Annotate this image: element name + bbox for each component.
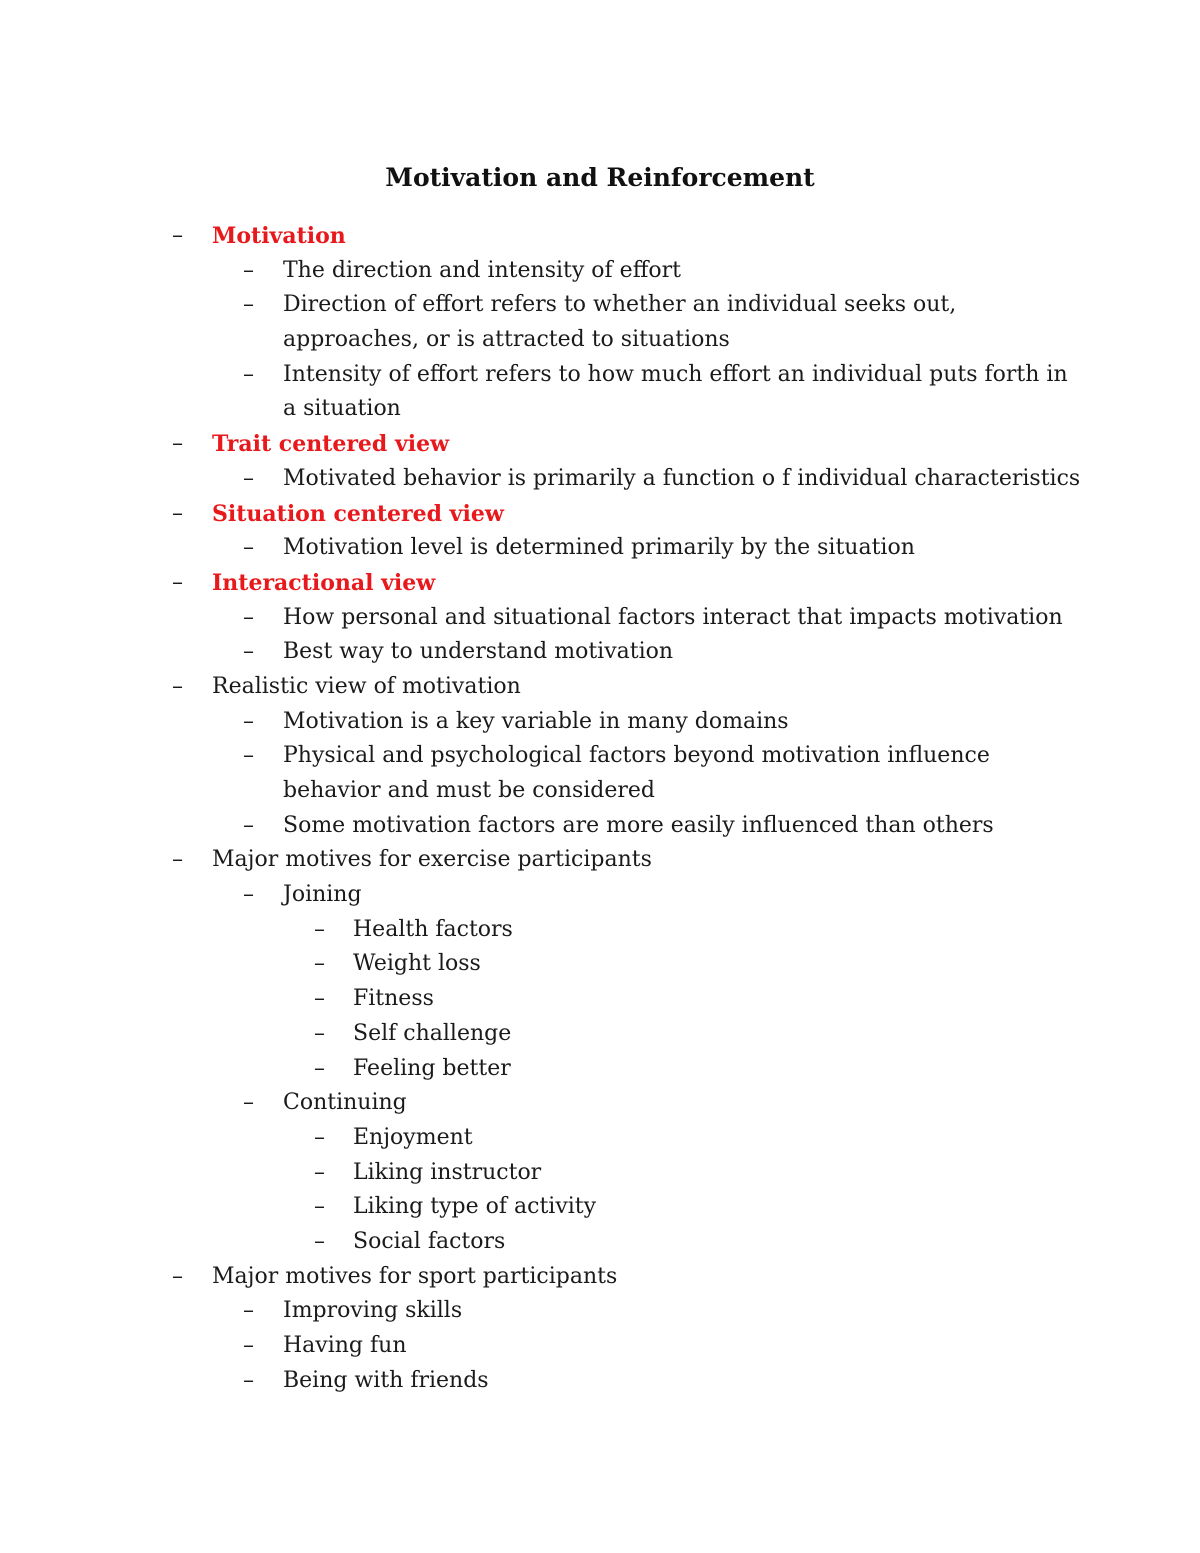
- list-item: [0, 1190, 1200, 1225]
- bullet-dash: –: [314, 986, 325, 1012]
- bullet-dash: –: [243, 292, 254, 318]
- list-item: [0, 705, 1200, 740]
- bullet-dash: –: [243, 257, 254, 283]
- list-item-text: Realistic view of motivation: [212, 673, 521, 699]
- list-item: [0, 1329, 1200, 1364]
- bullet-dash: –: [172, 223, 183, 248]
- bullet-dash: –: [314, 951, 325, 977]
- bullet-dash: –: [172, 847, 183, 873]
- list-item-text: Trait centered view: [212, 431, 450, 458]
- list-item-text: Health factors: [353, 916, 513, 942]
- section-heading: [0, 219, 1200, 254]
- list-item-text: Some motivation factors are more easily influenced than others: [283, 812, 994, 838]
- list-item: [0, 288, 1200, 323]
- bullet-dash: –: [172, 569, 183, 595]
- bullet-dash: –: [314, 1124, 325, 1150]
- list-item: [0, 358, 1200, 393]
- list-item-text: Situation centered view: [212, 500, 504, 527]
- section-heading: [0, 497, 1200, 532]
- list-item-text: Physical and psychological factors beyond motivation influence: [283, 743, 990, 769]
- list-item-text: Direction of effort refers to whether an individual seeks out,: [283, 292, 957, 318]
- list-item-text: Major motives for exercise participants: [212, 847, 652, 873]
- list-item-text: Self challenge: [353, 1020, 512, 1046]
- list-item: [0, 913, 1200, 948]
- list-item-text: Having fun: [283, 1333, 407, 1358]
- bullet-dash: –: [314, 916, 325, 942]
- list-item-text: approaches, or is attracted to situations: [283, 327, 730, 353]
- list-item-text: Improving skills: [283, 1298, 463, 1324]
- list-item-text: Major motives for sport participants: [212, 1263, 618, 1289]
- bullet-dash: –: [314, 1055, 325, 1081]
- list-item: [0, 878, 1200, 913]
- list-item-text: Continuing: [283, 1090, 407, 1116]
- list-item: [0, 1052, 1200, 1087]
- bullet-dash: –: [243, 882, 254, 908]
- list-item: [0, 982, 1200, 1017]
- list-item-text: Joining: [283, 882, 362, 908]
- list-item-text: Intensity of effort refers to how much effort an individual puts forth in: [283, 361, 1068, 387]
- bullet-dash: –: [243, 361, 254, 387]
- list-item-text: The direction and intensity of effort: [283, 257, 681, 283]
- outline-list: [0, 219, 1200, 1398]
- list-item: [0, 1156, 1200, 1191]
- list-item-continuation: [0, 392, 1200, 427]
- list-item: [0, 254, 1200, 289]
- list-item-text: Feeling better: [353, 1055, 511, 1081]
- list-item: [0, 1260, 1200, 1295]
- list-item-text: Motivation: [212, 223, 346, 249]
- bullet-dash: –: [172, 500, 183, 526]
- list-item-text: Weight loss: [353, 951, 481, 977]
- list-item-text: a situation: [283, 396, 401, 422]
- list-item-continuation: [0, 323, 1200, 358]
- bullet-dash: –: [172, 673, 183, 699]
- list-item-text: How personal and situational factors interact that impacts motivation: [283, 604, 1063, 630]
- list-item-text: Being with friends: [283, 1367, 489, 1393]
- list-item-continuation: [0, 774, 1200, 809]
- list-item-text: Motivated behavior is primarily a function o f individual characteristics: [283, 465, 1081, 491]
- list-item-text: Liking type of activity: [353, 1194, 597, 1220]
- bullet-dash: –: [243, 1298, 254, 1324]
- list-item-text: Fitness: [353, 986, 434, 1012]
- list-item-text: Social factors: [353, 1228, 506, 1254]
- list-item: [0, 531, 1200, 566]
- list-item: [0, 843, 1200, 878]
- bullet-dash: –: [172, 1263, 183, 1289]
- list-item: [0, 462, 1200, 497]
- bullet-dash: –: [314, 1159, 325, 1185]
- list-item: [0, 1017, 1200, 1052]
- list-item-text: Liking instructor: [353, 1159, 542, 1185]
- list-item: [0, 635, 1200, 670]
- list-item-text: Motivation level is determined primarily by the situation: [283, 535, 915, 561]
- bullet-dash: –: [243, 708, 254, 734]
- bullet-dash: –: [172, 431, 183, 457]
- bullet-dash: –: [243, 535, 254, 561]
- section-heading: [0, 427, 1200, 462]
- bullet-dash: –: [243, 812, 254, 838]
- list-item-text: behavior and must be considered: [283, 778, 656, 803]
- bullet-dash: –: [314, 1194, 325, 1220]
- bullet-dash: –: [243, 465, 254, 491]
- list-item: [0, 1225, 1200, 1260]
- list-item: [0, 739, 1200, 774]
- list-item-text: Enjoyment: [353, 1124, 473, 1150]
- list-item: [0, 1294, 1200, 1329]
- list-item: [0, 947, 1200, 982]
- list-item: [0, 1121, 1200, 1156]
- bullet-dash: –: [243, 639, 254, 665]
- bullet-dash: –: [243, 1333, 254, 1358]
- bullet-dash: –: [243, 1090, 254, 1116]
- bullet-dash: –: [314, 1228, 325, 1254]
- list-item: [0, 1364, 1200, 1399]
- list-item-text: Motivation is a key variable in many domains: [283, 708, 789, 734]
- bullet-dash: –: [314, 1020, 325, 1046]
- list-item: [0, 809, 1200, 844]
- bullet-dash: –: [243, 1367, 254, 1393]
- list-item-text: Interactional view: [212, 569, 436, 596]
- list-item: [0, 601, 1200, 636]
- bullet-dash: –: [243, 604, 254, 630]
- bullet-dash: –: [243, 743, 254, 769]
- list-item: [0, 670, 1200, 705]
- list-item-text: Best way to understand motivation: [283, 639, 674, 665]
- section-heading: [0, 566, 1200, 601]
- list-item: [0, 1086, 1200, 1121]
- document-title: Motivation and Reinforcement: [385, 163, 815, 192]
